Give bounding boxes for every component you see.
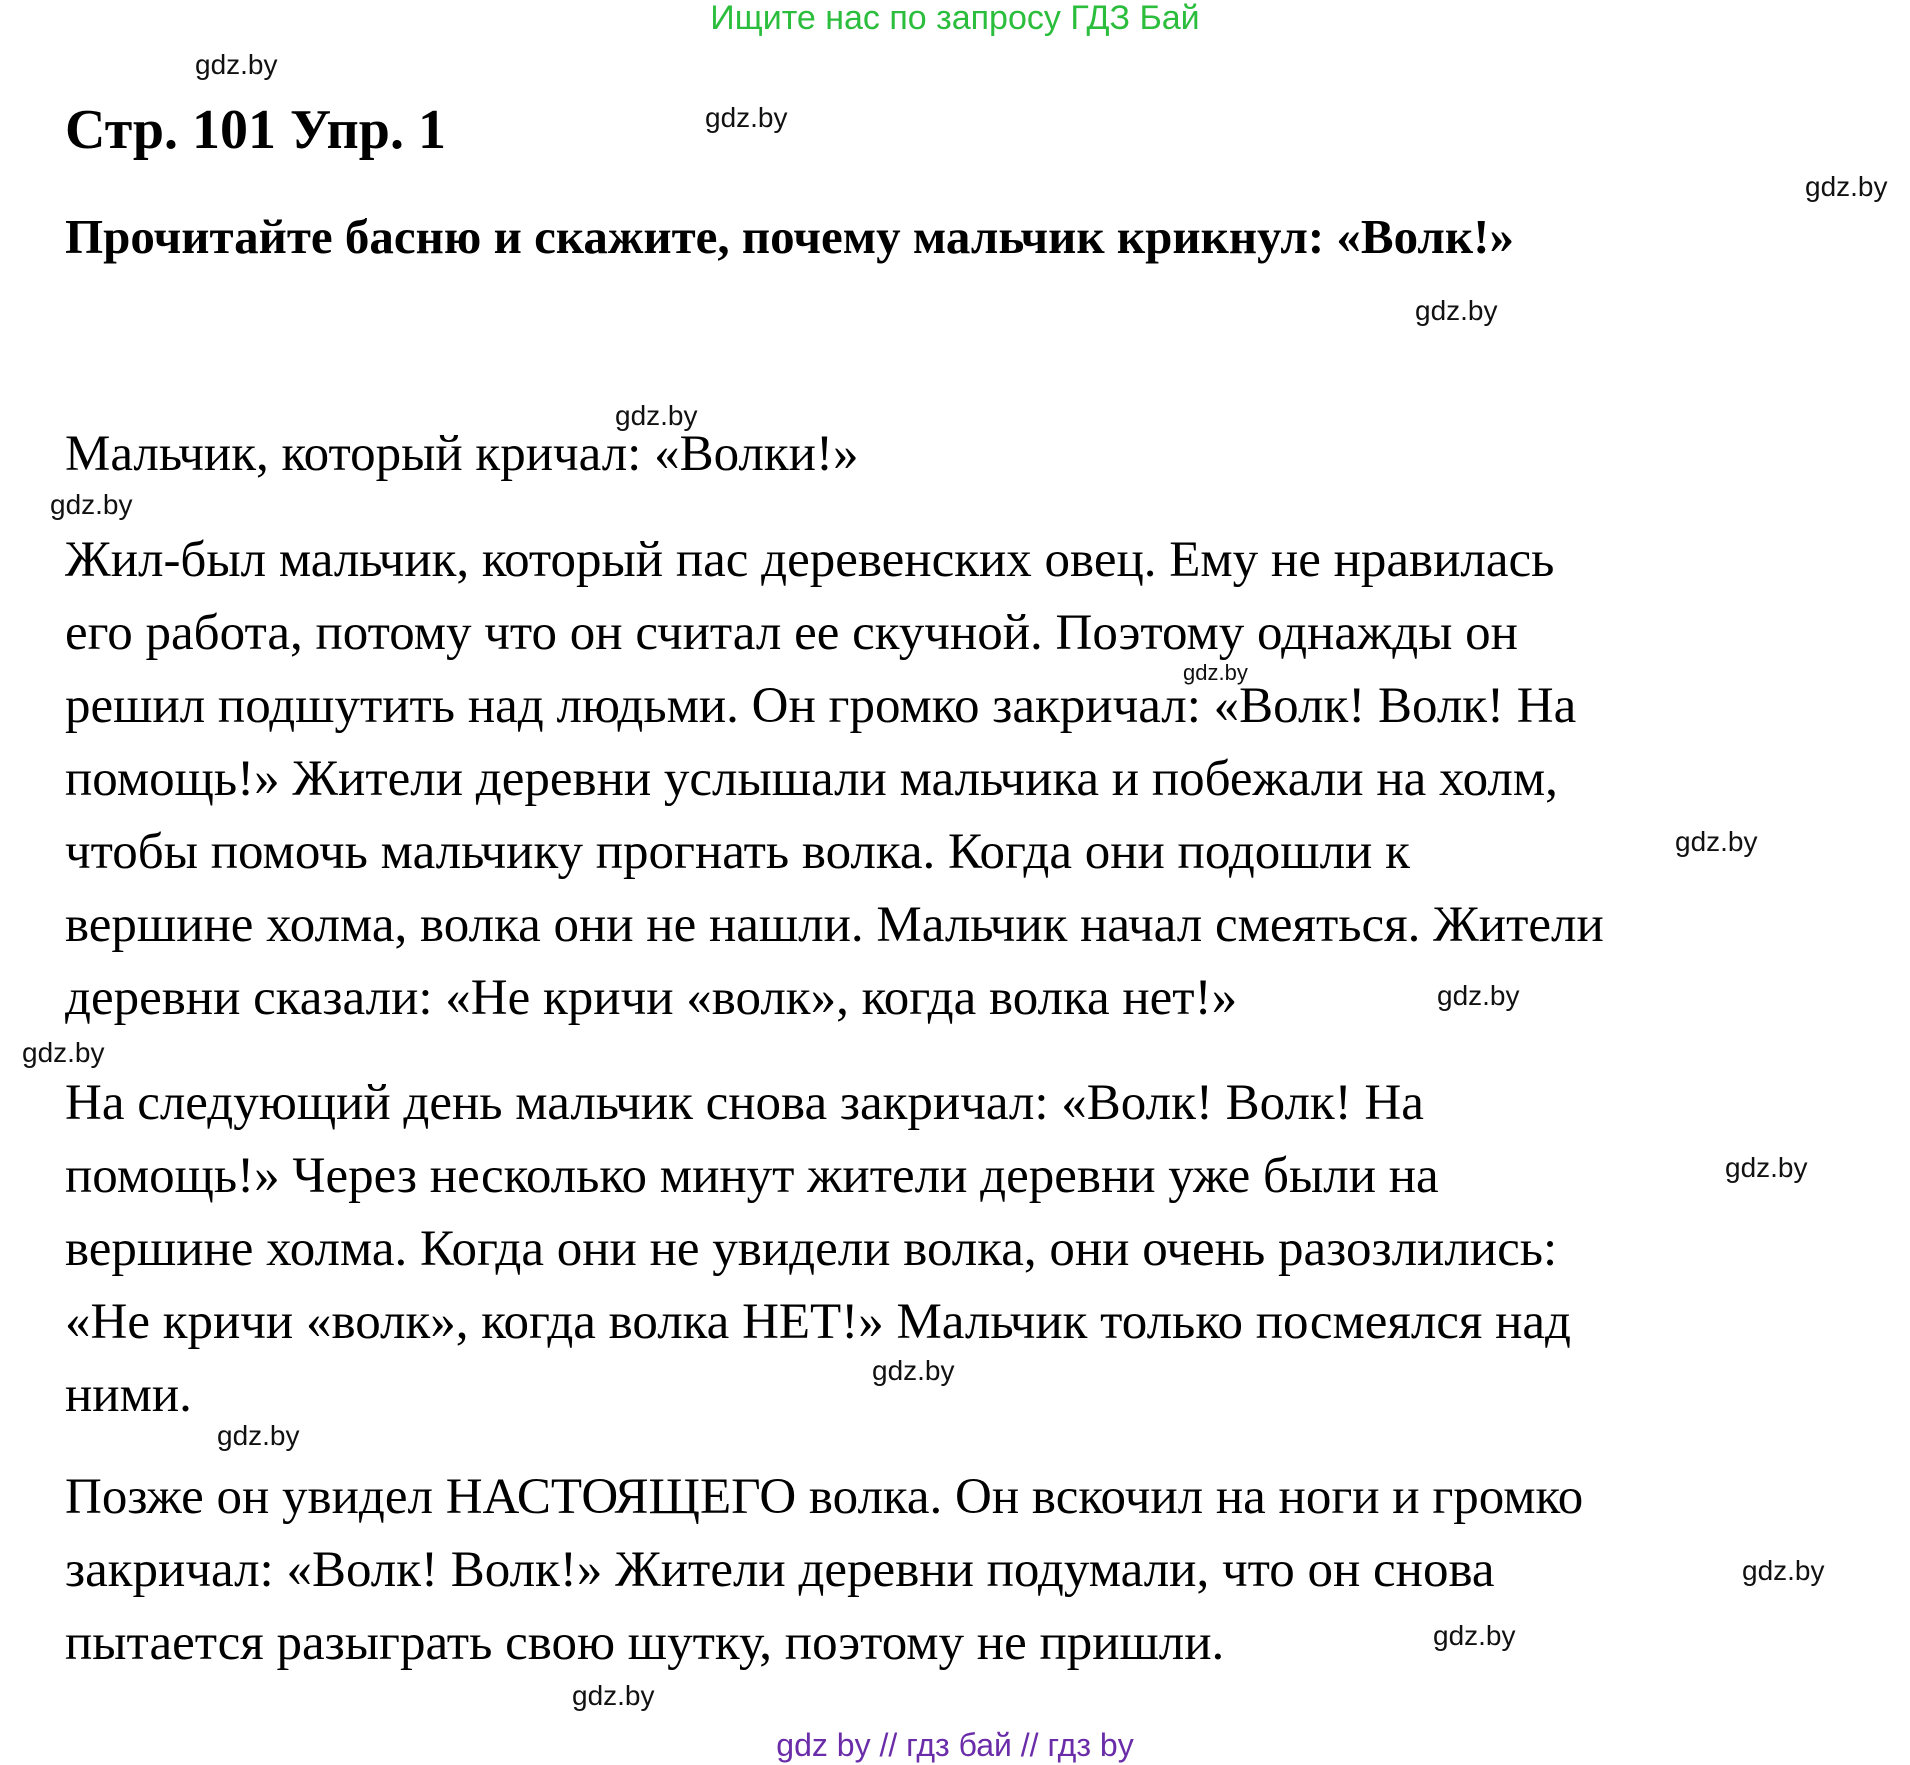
story-paragraph-1 [65,524,1604,1035]
text-line: ними. [65,1367,192,1423]
watermark: gdz.by [1415,295,1498,326]
text-line: На следующий день мальчик снова закричал: «Волк! Волк! На [65,1075,1424,1131]
watermark: gdz.by [1675,826,1758,857]
text-line: вершине холма. Когда они не увидели волка, они очень разозлились: [65,1221,1558,1277]
footer-watermark: gdz by // гдз бай // гдз by [776,1727,1134,1763]
text-line: чтобы помочь мальчику прогнать волка. Когда они подошли к [65,824,1410,880]
watermark: gdz.by [572,1680,655,1711]
task-prompt: Прочитайте басню и скажите, почему мальчик крикнул: «Волк!» [65,209,1514,264]
text-line: пытается разыграть свою шутку, поэтому не пришли. [65,1615,1225,1671]
watermark: gdz.by [1433,1620,1516,1651]
watermark: gdz.by [1805,171,1888,202]
text-line: помощь!» Жители деревни услышали мальчика и побежали на холм, [65,751,1558,807]
text-line: его работа, потому что он считал ее скучной. Поэтому однажды он [65,605,1518,661]
watermark: gdz.by [22,1037,105,1068]
watermark: gdz.by [1437,980,1520,1011]
watermark: gdz.by [195,49,278,80]
story-paragraph-2 [65,1067,1571,1432]
watermark: gdz.by [1742,1555,1825,1586]
watermark: gdz.by [615,400,698,431]
text-line: решил подшутить над людьми. Он громко закричал: «Волк! Волк! На [65,678,1577,734]
text-line: закричал: «Волк! Волк!» Жители деревни подумали, что он снова [65,1542,1495,1598]
text-line: помощь!» Через несколько минут жители деревни уже были на [65,1148,1439,1204]
text-line: деревни сказали: «Не кричи «волк», когда волка нет!» [65,970,1238,1026]
top-banner: Ищите нас по запросу ГДЗ Бай [710,0,1200,37]
watermark: gdz.by [50,489,133,520]
watermark: gdz.by [1183,660,1248,685]
watermark: gdz.by [217,1420,300,1451]
text-line: Жил-был мальчик, который пас деревенских овец. Ему не нравилась [65,532,1555,588]
exercise-title: Стр. 101 Упр. 1 [65,99,446,161]
watermark: gdz.by [705,102,788,133]
text-line: вершине холма, волка они не нашли. Мальчик начал смеяться. Жители [65,897,1604,953]
watermark: gdz.by [872,1355,955,1386]
watermark: gdz.by [1725,1152,1808,1183]
story-paragraph-3 [65,1461,1583,1680]
text-line: Позже он увидел НАСТОЯЩЕГО волка. Он вскочил на ноги и громко [65,1469,1584,1525]
story-title: Мальчик, который кричал: «Волки!» [65,426,859,482]
text-line: «Не кричи «волк», когда волка НЕТ!» Мальчик только посмеялся над [65,1294,1571,1350]
